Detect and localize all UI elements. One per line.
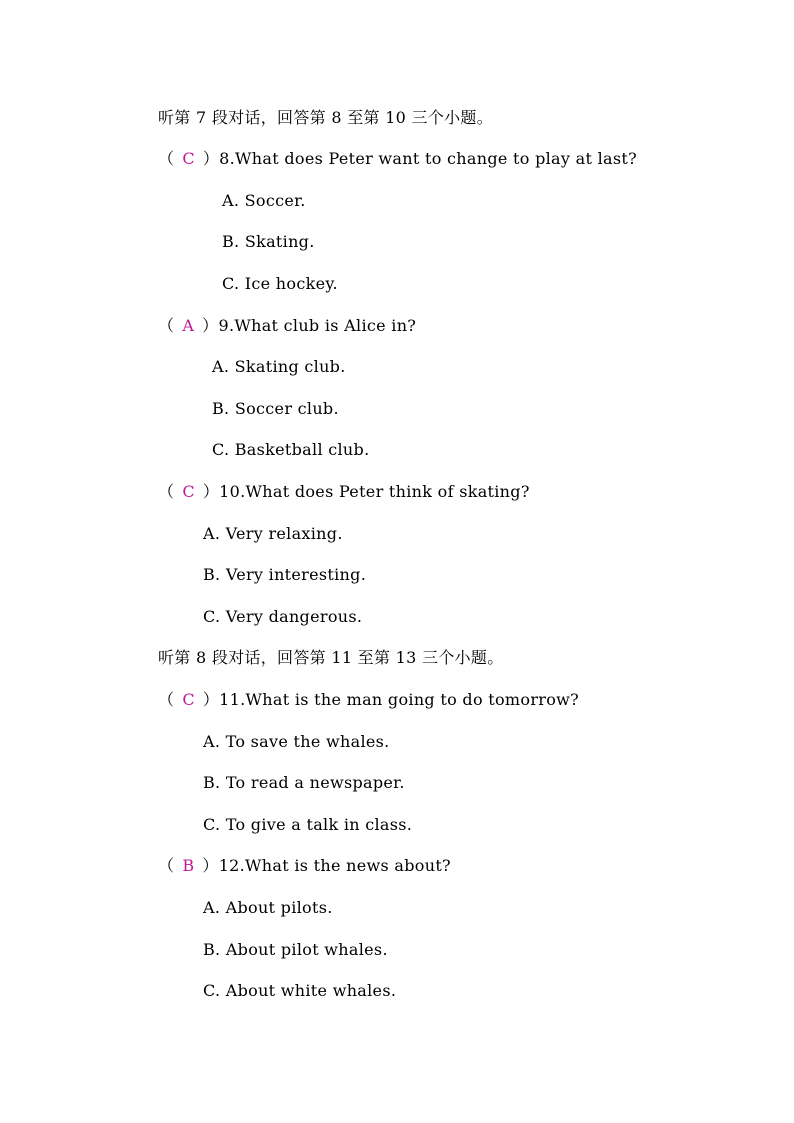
question-text: 9.What club is Alice in? <box>218 316 417 335</box>
answer-letter: B <box>182 856 195 875</box>
question-text: 10.What does Peter think of skating? <box>219 482 530 501</box>
option-a: A. Very relaxing. <box>203 524 343 543</box>
option-c: C. Ice hockey. <box>222 274 338 293</box>
answer-bracket-close: ） <box>202 690 220 709</box>
answer-bracket-open: （ <box>158 149 175 168</box>
answer-bracket-open: （ <box>158 856 175 875</box>
question-text: 12.What is the news about? <box>218 856 451 875</box>
option-a: A. Soccer. <box>222 191 306 210</box>
answer-letter: C <box>182 482 195 501</box>
option-a: A. About pilots. <box>203 898 333 917</box>
option-a: A. Skating club. <box>212 357 346 376</box>
answer-letter: C <box>182 149 195 168</box>
option-b: B. About pilot whales. <box>203 940 388 959</box>
answer-bracket-close: ） <box>202 149 220 168</box>
option-b: B. Skating. <box>222 232 315 251</box>
answer-letter: A <box>182 316 195 335</box>
answer-bracket-close: ） <box>202 316 219 335</box>
option-b: B. Very interesting. <box>203 565 367 584</box>
answer-bracket-open: （ <box>158 316 175 335</box>
section-heading-2: 听第 8 段对话，回答第 11 至第 13 三个小题。 <box>158 648 504 667</box>
option-b: B. Soccer club. <box>212 399 339 418</box>
option-c: C. Very dangerous. <box>203 607 363 626</box>
option-a: A. To save the whales. <box>203 732 390 751</box>
answer-letter: C <box>182 690 195 709</box>
section-heading-1: 听第 7 段对话，回答第 8 至第 10 三个小题。 <box>158 108 494 127</box>
question-10 <box>158 482 530 502</box>
question-text: 8.What does Peter want to change to play at last? <box>219 149 637 168</box>
option-c: C. Basketball club. <box>212 440 370 459</box>
question-9 <box>158 316 416 336</box>
option-c: C. About white whales. <box>203 981 397 1000</box>
answer-bracket-open: （ <box>158 482 175 501</box>
question-12 <box>158 856 451 876</box>
option-c: C. To give a talk in class. <box>203 815 413 834</box>
question-text: 11.What is the man going to do tomorrow? <box>219 690 580 709</box>
question-8 <box>158 149 637 169</box>
option-b: B. To read a newspaper. <box>203 773 405 792</box>
question-11 <box>158 690 579 710</box>
answer-bracket-open: （ <box>158 690 175 709</box>
answer-bracket-close: ） <box>202 856 219 875</box>
answer-bracket-close: ） <box>202 482 220 501</box>
